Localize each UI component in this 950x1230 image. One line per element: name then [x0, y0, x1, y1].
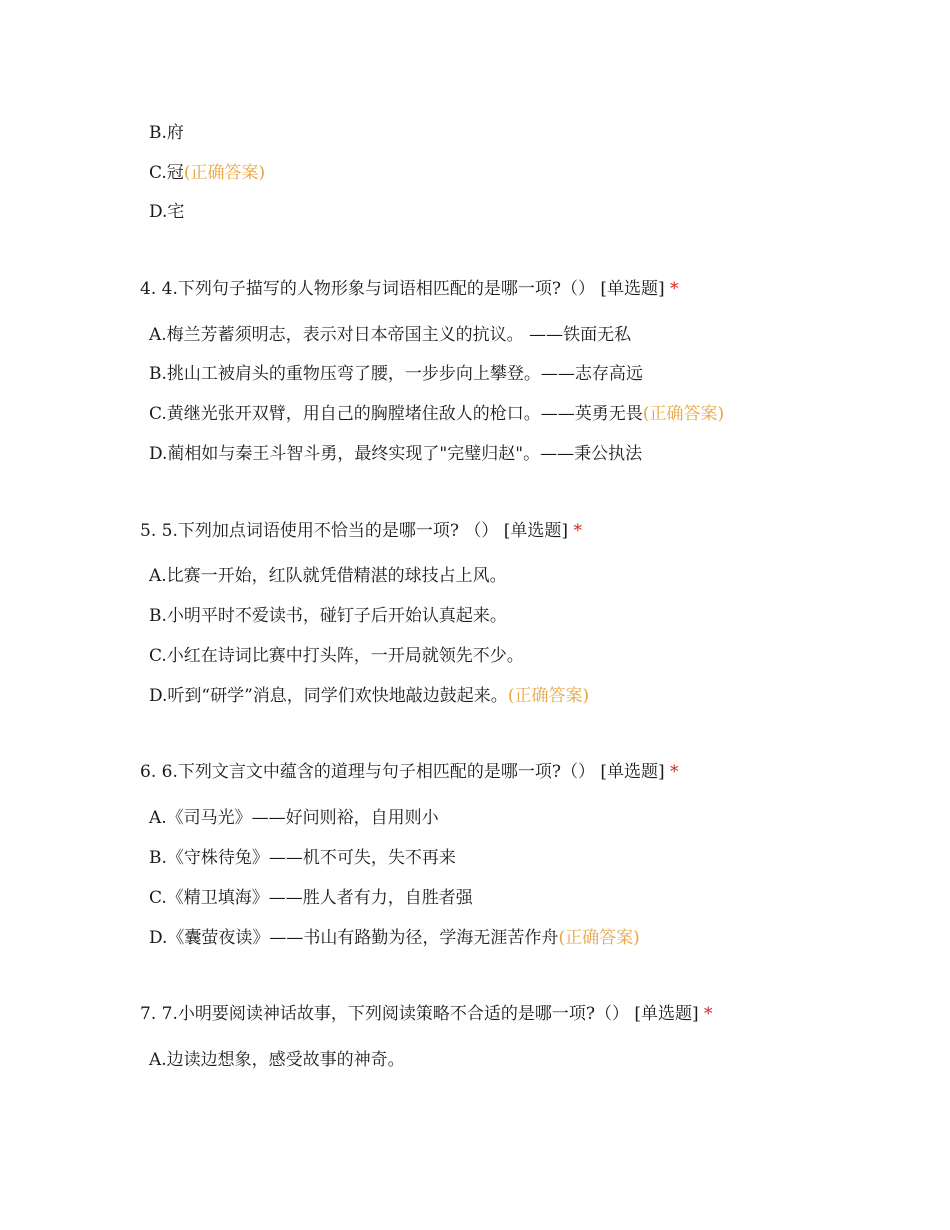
- question-title: [140, 278, 679, 300]
- option-b[interactable]: [149, 363, 643, 385]
- option-a[interactable]: [149, 565, 507, 587]
- required-marker: *: [704, 1004, 713, 1024]
- required-marker: *: [670, 762, 679, 782]
- option-b[interactable]: [149, 605, 507, 627]
- option-label: D.蔺相如与秦王斗智斗勇，最终实现了"完璧归赵"。——秉公执法: [149, 444, 643, 464]
- option-d[interactable]: [149, 443, 642, 465]
- option-d[interactable]: [149, 685, 589, 707]
- option-a[interactable]: [149, 1049, 405, 1071]
- option-b[interactable]: [149, 847, 456, 869]
- question-text: 6. 6.下列文言文中蕴含的道理与句子相匹配的是哪一项?（）: [140, 762, 595, 782]
- question-title: [140, 520, 582, 542]
- correct-answer-marker: (正确答案): [558, 928, 640, 948]
- option-c[interactable]: [149, 403, 724, 425]
- option-label: A.《司马光》——好问则裕，自用则小: [149, 808, 439, 828]
- option-label: B.挑山工被肩头的重物压弯了腰，一步步向上攀登。——志存高远: [149, 364, 643, 384]
- option-c[interactable]: [149, 162, 265, 184]
- correct-answer-marker: (正确答案): [183, 163, 266, 183]
- question-title: [140, 761, 679, 783]
- question-text: 7. 7.小明要阅读神话故事，下列阅读策略不合适的是哪一项?（）: [140, 1004, 629, 1024]
- question-text: 4. 4.下列句子描写的人物形象与词语相匹配的是哪一项?（）: [140, 279, 595, 299]
- option-label: A.梅兰芳蓄须明志，表示对日本帝国主义的抗议。 ——铁面无私: [149, 325, 632, 345]
- option-c[interactable]: [149, 645, 524, 667]
- option-label: A.边读边想象，感受故事的神奇。: [149, 1050, 405, 1070]
- option-label: C.冠: [149, 163, 184, 183]
- option-b[interactable]: [149, 122, 184, 144]
- option-label: C.黄继光张开双臂，用自己的胸膛堵住敌人的枪口。——英勇无畏: [149, 404, 643, 424]
- question-type: [单选题]: [600, 762, 665, 782]
- option-label: D.宅: [149, 202, 185, 222]
- option-label: A.比赛一开始，红队就凭借精湛的球技占上风。: [149, 566, 507, 586]
- correct-answer-marker: (正确答案): [642, 404, 725, 424]
- correct-answer-marker: (正确答案): [507, 686, 590, 706]
- option-label: C.《精卫填海》——胜人者有力，自胜者强: [149, 888, 473, 908]
- option-c[interactable]: [149, 887, 473, 909]
- option-a[interactable]: [149, 807, 439, 829]
- required-marker: *: [573, 521, 582, 541]
- option-d[interactable]: [149, 927, 640, 949]
- question-type: [单选题]: [600, 279, 665, 299]
- question-type: [单选题]: [634, 1004, 699, 1024]
- option-label: D.听到“研学”消息，同学们欢快地敲边鼓起来。: [149, 686, 508, 706]
- question-title: [140, 1003, 713, 1025]
- question-type: [单选题]: [503, 521, 569, 541]
- option-label: C.小红在诗词比赛中打头阵，一开局就领先不少。: [149, 646, 524, 666]
- option-label: B.《守株待兔》——机不可失，失不再来: [149, 848, 456, 868]
- option-a[interactable]: [149, 324, 631, 346]
- question-text: 5. 5.下列加点词语使用不恰当的是哪一项? （）: [140, 521, 499, 541]
- option-d[interactable]: [149, 201, 184, 223]
- required-marker: *: [670, 279, 679, 299]
- option-label: B.小明平时不爱读书，碰钉子后开始认真起来。: [149, 606, 507, 626]
- option-label: D.《囊萤夜读》——书山有路勤为径，学海无涯苦作舟: [149, 928, 559, 948]
- option-label: B.府: [149, 123, 184, 143]
